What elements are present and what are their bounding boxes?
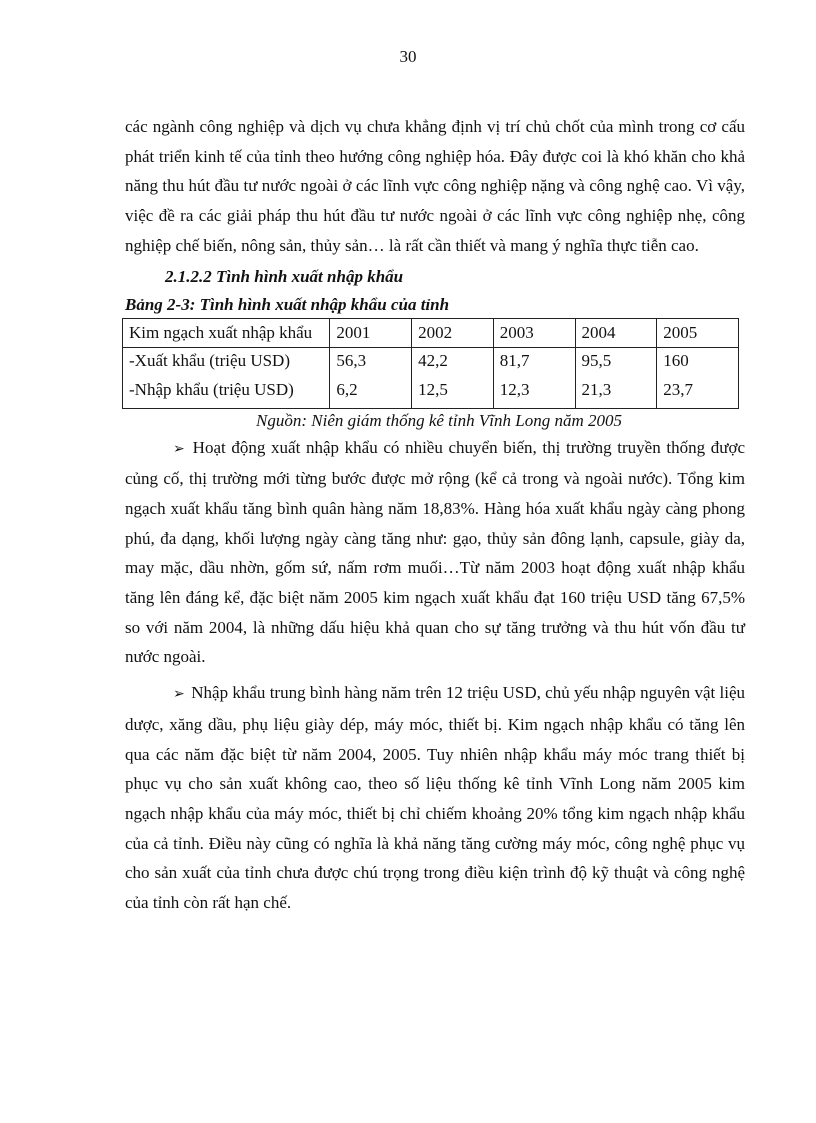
import-value-2001: 6,2 — [336, 379, 358, 399]
export-value-2002: 42,2 — [418, 350, 448, 370]
section-heading: 2.1.2.2 Tình hình xuất nhập khẩu — [165, 266, 404, 286]
export-paragraph-text: Hoạt động xuất nhập khẩu có nhiều chuyển biến, thị trường truyền thống được củng cố, thị trường mới từng bước được mở rộng (kể cả trong và ngoài nước). Tổng kim ngạch xuất khẩu tăng bình quân hàng năm 18,83%. Hàng hóa xuất khẩu ngày càng phong phú, đa dạng, khối lượng ngày càng tăng như: gạo, thủy sản đông lạnh, capsule, giày da, may mặc, dầu nhờn, gốm sứ, nấm rơm muối…Từ năm 2003 hoạt động xuất nhập khẩu tăng lên đáng kể, đặc biệt năm 2005 kim ngạch xuất khẩu đạt 160 triệu USD tăng 67,5% so với năm 2004, là những dấu hiệu khả quan cho sự tăng trưởng và thu hút vốn đầu tư nước ngoài. — [125, 437, 746, 667]
export-value-2005: 160 — [663, 350, 689, 370]
export-value-2004: 95,5 — [581, 350, 612, 370]
import-row-label: -Nhập khẩu (triệu USD) — [129, 379, 294, 399]
header-cell-label: Kim ngạch xuất nhập khẩu — [123, 318, 330, 347]
page-content — [125, 112, 745, 918]
import-value-2003: 12,3 — [499, 379, 530, 399]
import-value-2004: 21,3 — [581, 379, 612, 399]
year-2001-cell — [330, 347, 412, 408]
table-header-row — [123, 318, 739, 347]
trade-table — [122, 318, 739, 409]
arrow-bullet-icon: ➢ — [173, 687, 185, 703]
export-paragraph — [125, 433, 745, 673]
table-body-row — [123, 347, 739, 408]
import-paragraph — [125, 678, 745, 918]
export-value-2001: 56,3 — [336, 350, 367, 370]
year-2004-cell — [575, 347, 657, 408]
import-value-2002: 12,5 — [418, 379, 448, 399]
table-caption: Bảng 2-3: Tình hình xuất nhập khẩu của tỉnh — [125, 294, 450, 314]
page-number: 30 — [399, 47, 417, 66]
row-labels-cell — [123, 347, 330, 408]
table-source-note: Nguồn: Niên giám thống kê tỉnh Vĩnh Long năm 2005 — [256, 410, 622, 430]
import-paragraph-text: Nhập khẩu trung bình hàng năm trên 12 triệu USD, chủ yếu nhập nguyên vật liệu dược, xăng dầu, phụ liệu giày dép, máy móc, thiết bị. Kim ngạch nhập khẩu có tăng lên qua các năm đặc biệt từ năm 2004, 2005. Tuy nhiên nhập khẩu máy móc trang thiết bị phục vụ cho sản xuất không cao, theo số liệu thống kê tỉnh Vĩnh Long năm 2005 kim ngạch nhập khẩu của máy móc, thiết bị chỉ chiếm khoảng 20% tổng kim ngạch nhập khẩu của cả tỉnh. Điều này cũng có nghĩa là khả năng tăng cường máy móc, công nghệ phục vụ cho sản xuất của tỉnh chưa được chú trọng trong điều kiện trình độ kỹ thuật và công nghệ của tỉnh còn rất hạn chế. — [125, 683, 745, 913]
header-cell-2003: 2003 — [493, 318, 575, 347]
intro-paragraph: các ngành công nghiệp và dịch vụ chưa khẳng định vị trí chủ chốt của mình trong cơ cấu phát triển kinh tế của tỉnh theo hướng công nghiệp hóa. Đây được coi là khó khăn cho khả năng thu hút đầu tư nước ngoài ở các lĩnh vực công nghiệp nặng và công nghệ cao. Vì vậy, việc đề ra các giải pháp thu hút đầu tư nước ngoài ở các lĩnh vực công nghiệp nhẹ, công nghiệp chế biến, nông sản, thủy sản… là rất cần thiết và mang ý nghĩa thực tiễn cao. — [125, 117, 745, 255]
year-2002-cell — [412, 347, 494, 408]
year-2003-cell — [493, 347, 575, 408]
export-row-label: -Xuất khẩu (triệu USD) — [129, 350, 290, 370]
header-cell-2005: 2005 — [657, 318, 739, 347]
arrow-bullet-icon: ➢ — [173, 441, 185, 457]
export-value-2003: 81,7 — [499, 350, 530, 370]
year-2005-cell — [657, 347, 739, 408]
import-value-2005: 23,7 — [663, 379, 693, 399]
header-cell-2004: 2004 — [575, 318, 657, 347]
header-cell-2001: 2001 — [330, 318, 412, 347]
header-cell-2002: 2002 — [412, 318, 494, 347]
